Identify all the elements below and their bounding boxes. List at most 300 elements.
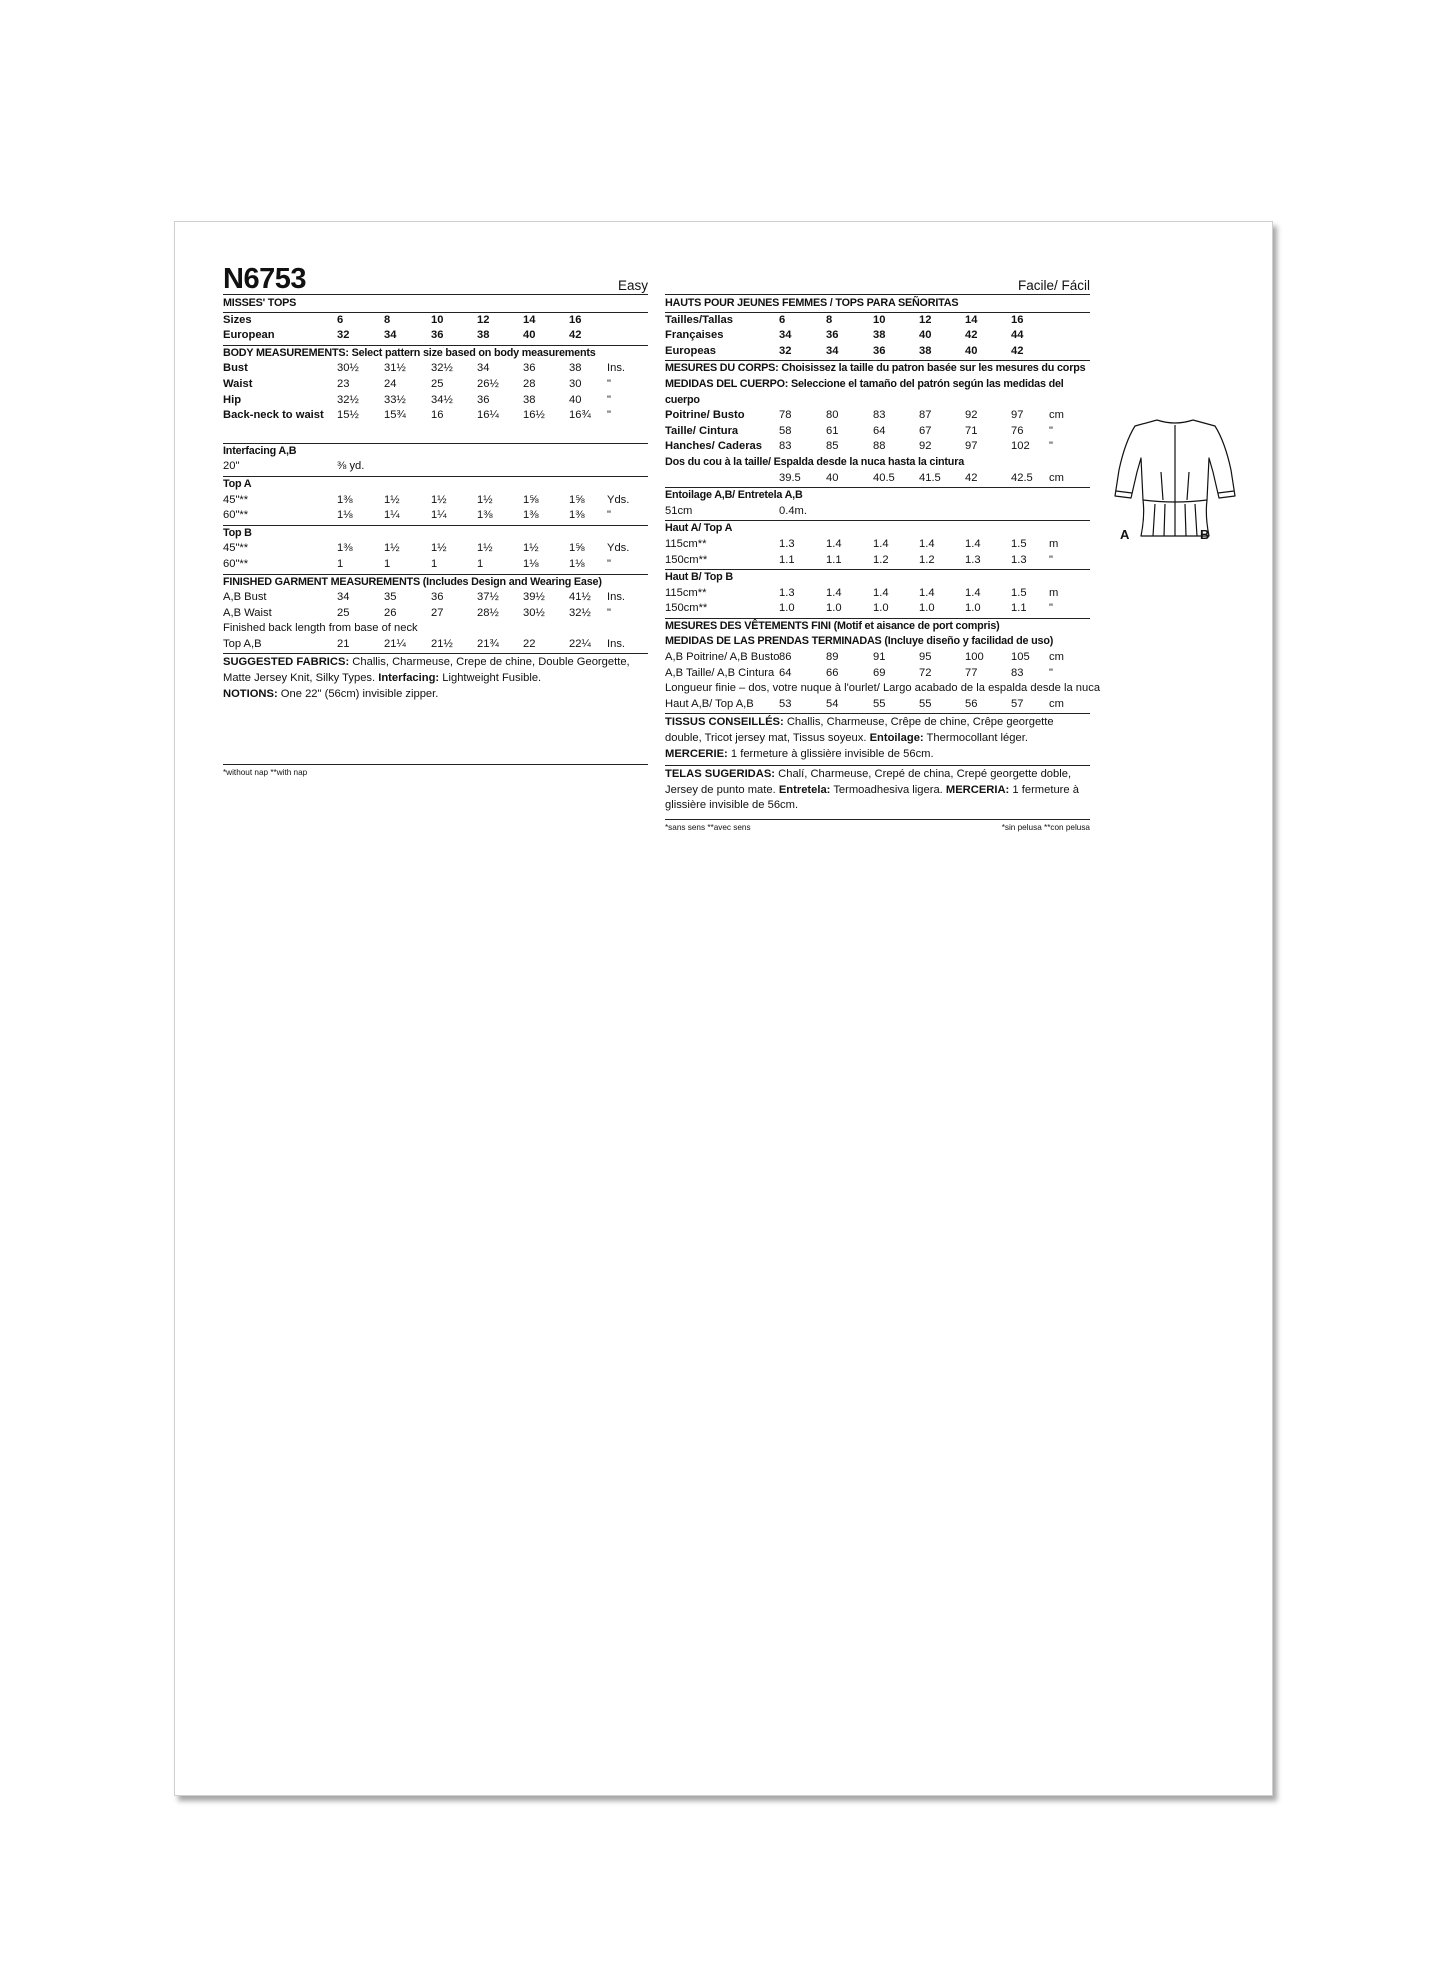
table-row (665, 408, 1090, 424)
table-cell: 100 (965, 651, 984, 664)
table-row (223, 557, 648, 573)
table-cell: 87 (919, 409, 932, 422)
table-row (665, 666, 1090, 682)
row-label: 45"** (223, 493, 249, 506)
row-label: Hanches/ Caderas (665, 440, 763, 453)
table-cell: 97 (965, 440, 978, 453)
row-label: European (223, 329, 275, 342)
interfacing-text: Lightweight Fusible. (439, 672, 542, 685)
table-cell: 21¾ (477, 637, 499, 650)
table-cell: 1 (477, 557, 484, 570)
table-cell: 77 (965, 666, 978, 679)
top-b-table-fr-es (665, 586, 1090, 617)
unit-cell: " (1049, 440, 1053, 453)
row-label: Sizes (223, 313, 252, 326)
table-cell: 1.5 (1011, 537, 1027, 550)
unit-cell: cm (1049, 651, 1064, 664)
table-cell: 83 (779, 440, 792, 453)
table-cell: 1⅛ (569, 557, 585, 570)
table-cell: 57 (1011, 697, 1024, 710)
table-cell: 1⅜ (523, 509, 539, 522)
interfacing-title: Interfacing A,B (223, 444, 297, 457)
table-cell: 27 (431, 606, 444, 619)
table-cell: 1⅝ (523, 493, 539, 506)
table-cell: 22 (523, 637, 536, 650)
table-cell: 1.2 (873, 553, 889, 566)
unit-cell: m (1049, 586, 1059, 599)
table-cell: 40 (919, 329, 932, 342)
body-title-es: MEDIDAS DEL CUERPO: Seleccione el tamaño del patrón según las medidas del cuerpo (665, 377, 1064, 406)
table-cell: 32½ (431, 362, 453, 375)
tissus-conseilles (665, 714, 1090, 766)
table-cell: 64 (873, 424, 886, 437)
table-cell: 1.4 (826, 537, 842, 550)
table-cell: 26 (384, 606, 397, 619)
table-row (665, 553, 1090, 569)
pattern-title: MISSES' TOPS (223, 295, 648, 313)
table-cell: 92 (965, 409, 978, 422)
interfacing-row (223, 459, 648, 475)
table-cell: 71 (965, 424, 978, 437)
unit-cell: " (607, 509, 611, 522)
table-cell: 16½ (523, 409, 545, 422)
table-cell: 33½ (384, 393, 406, 406)
suggested-fabrics (223, 655, 648, 686)
table-cell: 30½ (523, 606, 545, 619)
table-row (223, 361, 648, 377)
notions (223, 687, 648, 703)
finished-measurements (223, 575, 648, 655)
table-cell: 1.5 (1011, 586, 1027, 599)
footnote-fr: *sans sens **avec sens (665, 823, 751, 832)
unit-cell: " (1049, 602, 1053, 615)
fabrics-notions (223, 654, 648, 702)
table-cell: 15½ (337, 409, 359, 422)
row-label: Taille/ Cintura (665, 424, 739, 437)
top-b-title: Top B (223, 526, 252, 539)
table-cell: 69 (873, 666, 886, 679)
table-cell: 36 (431, 591, 444, 604)
table-cell: 1.4 (965, 537, 981, 550)
table-row (665, 697, 1090, 713)
table-cell: 26½ (477, 377, 499, 390)
table-cell: 1.1 (826, 553, 842, 566)
row-label: 45"** (223, 542, 249, 555)
table-cell: 85 (826, 440, 839, 453)
table-cell: 105 (1011, 651, 1030, 664)
table-cell: 1½ (431, 493, 447, 506)
view-a-label: A (1120, 527, 1130, 542)
header-line-fr-es (665, 264, 1090, 295)
table-row (223, 393, 648, 409)
back-length-table-fr-es (665, 697, 1090, 713)
back-neck-title: Dos du cou à la taille/ Espalda desde la nuca hasta la cintura (665, 455, 965, 468)
mercerie-label: MERCERIE: (665, 747, 728, 760)
table-cell: 1.4 (965, 586, 981, 599)
table-row (223, 377, 648, 393)
table-cell: 21 (337, 637, 350, 650)
telas-sugeridas (665, 766, 1090, 817)
table-cell: 1.0 (779, 602, 795, 615)
table-cell: 37½ (477, 591, 499, 604)
table-cell: 36 (873, 344, 886, 357)
row-label: A,B Waist (223, 606, 272, 619)
table-cell: 1.4 (919, 586, 935, 599)
table-cell: 34 (826, 344, 839, 357)
row-label: A,B Bust (223, 591, 267, 604)
view-b-label: B (1200, 527, 1210, 542)
table-cell: 36 (431, 329, 444, 342)
unit-cell: " (607, 377, 611, 390)
back-neck-table (665, 471, 1090, 487)
table-row (223, 606, 648, 622)
english-column (223, 264, 648, 779)
entretela-text: Termoadhesiva ligera. (830, 783, 946, 796)
table-cell: 67 (919, 424, 932, 437)
table-cell: 35 (384, 591, 397, 604)
row-label: 150cm** (665, 553, 708, 566)
interfacing-row-fr-es (665, 504, 1090, 520)
table-cell: 38 (523, 393, 536, 406)
table-cell: 21½ (431, 637, 453, 650)
body-measurements-title: BODY MEASUREMENTS: Select pattern size based on body measurements (223, 346, 596, 359)
unit-cell: " (607, 409, 611, 422)
row-label: 115cm** (665, 586, 707, 599)
unit-cell: " (607, 606, 611, 619)
unit-cell: Yds. (607, 542, 630, 555)
table-cell: 1.1 (779, 553, 795, 566)
table-cell: 1 (431, 557, 438, 570)
table-cell: 53 (779, 697, 792, 710)
table-cell: 92 (919, 440, 932, 453)
back-length-title: Finished back length from base of neck (223, 622, 418, 635)
table-cell: 34 (337, 591, 350, 604)
unit-cell: " (607, 393, 611, 406)
table-cell: 15¾ (384, 409, 406, 422)
table-cell: 1⅜ (337, 542, 353, 555)
table-cell: 42 (569, 329, 582, 342)
row-label: Tailles/Tallas (665, 313, 733, 326)
table-cell: 54 (826, 697, 839, 710)
back-length-table (223, 637, 648, 653)
row-label: 150cm** (665, 602, 708, 615)
table-cell: 38 (919, 344, 932, 357)
row-label: Waist (223, 377, 253, 390)
table-cell: 38 (873, 329, 886, 342)
table-cell: 1¼ (431, 509, 447, 522)
body-measurements (223, 346, 648, 444)
row-label: A,B Poitrine/ A,B Busto (665, 651, 780, 664)
table-cell: 83 (1011, 666, 1024, 679)
body-title-fr: MESURES DU CORPS: Choisissez la taille du patron basée sur les mesures du corps (665, 362, 1086, 375)
table-cell: 1.2 (919, 553, 935, 566)
table-cell: 102 (1011, 440, 1030, 453)
table-cell: 1⅛ (523, 557, 539, 570)
table-cell: 30½ (337, 362, 359, 375)
pattern-title-fr-es: HAUTS POUR JEUNES FEMMES / TOPS PARA SEÑORITAS (665, 295, 1090, 313)
table-cell: 36 (826, 329, 839, 342)
table-cell: 83 (873, 409, 886, 422)
unit-cell: " (607, 557, 611, 570)
table-cell: 21¼ (384, 637, 406, 650)
table-row (665, 344, 1090, 360)
interfacing-amount: ⅜ yd. (337, 460, 365, 473)
fabrics-label: SUGGESTED FABRICS: (223, 656, 350, 669)
unit-cell: cm (1049, 409, 1064, 422)
table-row (223, 541, 648, 557)
unit-cell: Ins. (607, 637, 626, 650)
table-cell: 31½ (384, 362, 406, 375)
table-cell: 8 (384, 313, 391, 326)
top-a-title: Top A (223, 477, 252, 490)
table-cell: 36 (523, 362, 536, 375)
garment-back-view-drawing (1105, 412, 1245, 542)
row-label: A,B Taille/ A,B Cintura (665, 666, 775, 679)
table-cell: 10 (431, 313, 444, 326)
table-row (665, 313, 1090, 329)
table-cell: 1 (337, 557, 344, 570)
table-cell: 66 (826, 666, 839, 679)
row-label: Bust (223, 362, 248, 375)
table-cell: 1.3 (965, 553, 981, 566)
telas-label: TELAS SUGERIDAS: (665, 768, 776, 781)
unit-cell: " (1049, 666, 1053, 679)
body-measurements-fr-es (665, 361, 1090, 488)
table-cell: 1⅜ (337, 493, 353, 506)
table-row (223, 637, 648, 653)
interfacing-title-fr-es: Entoilage A,B/ Entretela A,B (665, 489, 803, 502)
row-label: 60"** (223, 509, 249, 522)
table-cell: 78 (779, 409, 792, 422)
fabrics-text: Challis, Charmeuse, Crepe de chine, Double Georgette, Matte Jersey Knit, Silky Types. (223, 656, 630, 685)
finished-table (223, 590, 648, 621)
table-row (665, 650, 1090, 666)
table-cell: 30 (569, 377, 582, 390)
table-cell: 1.0 (873, 602, 889, 615)
finished-title-fr: MESURES DES VÊTEMENTS FINI (Motif et aisance de port compris) (665, 619, 1000, 632)
table-cell: 42 (965, 329, 978, 342)
table-cell: 39½ (523, 591, 545, 604)
table-cell: 1⅛ (337, 509, 353, 522)
row-label: Top A,B (223, 637, 262, 650)
table-cell: 55 (919, 697, 932, 710)
table-cell: 40.5 (873, 471, 895, 484)
top-b-table (223, 541, 648, 572)
table-cell: 89 (826, 651, 839, 664)
mercerie-text: 1 fermeture à glissière invisible de 56cm. (727, 747, 934, 760)
table-row (223, 328, 648, 344)
merceria-label: MERCERIA: (945, 783, 1010, 796)
notions-text: One 22" (56cm) invisible zipper. (277, 687, 439, 700)
table-cell: 34 (384, 329, 397, 342)
table-cell: 1½ (384, 542, 400, 555)
table-cell: 64 (779, 666, 792, 679)
tissus-label: TISSUS CONSEILLÉS: (665, 716, 784, 729)
table-cell: 1⅝ (569, 542, 585, 555)
top-b-title-fr-es: Haut B/ Top B (665, 571, 733, 584)
table-cell: 1½ (523, 542, 539, 555)
table-cell: 6 (337, 313, 344, 326)
unit-cell: Yds. (607, 493, 630, 506)
table-cell: 86 (779, 651, 792, 664)
table-row (223, 408, 648, 424)
size-table-fr-es (665, 313, 1090, 362)
row-label: Europeas (665, 344, 716, 357)
table-cell: 97 (1011, 409, 1024, 422)
unit-cell: cm (1049, 471, 1064, 484)
table-cell: 40 (523, 329, 536, 342)
table-cell: 38 (569, 362, 582, 375)
table-cell: 1⅜ (569, 509, 585, 522)
table-cell: 1½ (477, 493, 493, 506)
top-b-yardage-fr-es (665, 570, 1090, 619)
table-cell: 61 (826, 424, 839, 437)
french-spanish-column (665, 264, 1101, 834)
table-cell: 42.5 (1011, 471, 1033, 484)
table-cell: 32½ (337, 393, 359, 406)
entretela-label: Entretela: (778, 783, 831, 796)
entoilage-text: Thermocollant léger. (923, 732, 1028, 745)
table-cell: 14 (965, 313, 978, 326)
table-cell: 24 (384, 377, 397, 390)
unit-cell: " (1049, 424, 1053, 437)
table-cell: 42 (965, 471, 978, 484)
table-cell: 25 (431, 377, 444, 390)
table-cell: 1.3 (779, 537, 795, 550)
size-table (223, 313, 648, 346)
table-cell: 58 (779, 424, 792, 437)
difficulty-level-fr-es: Facile/ Fácil (1017, 278, 1090, 293)
table-cell: 1½ (431, 542, 447, 555)
top-a-title-fr-es: Haut A/ Top A (665, 522, 733, 535)
table-cell: 36 (477, 393, 490, 406)
back-length-title-fr-es: Longueur finie – dos, votre nuque à l'ourlet/ Largo acabado de la espalda desde la nuca (665, 682, 1101, 695)
table-cell: 1.3 (1011, 553, 1027, 566)
table-cell: 28 (523, 377, 536, 390)
table-cell: 8 (826, 313, 833, 326)
unit-cell: " (1049, 553, 1053, 566)
row-label: Hip (223, 393, 242, 406)
interfacing-width: 20" (223, 460, 240, 473)
table-cell: 32 (779, 344, 792, 357)
notions-label: NOTIONS: (223, 687, 278, 700)
table-cell: 14 (523, 313, 536, 326)
table-cell: 34½ (431, 393, 453, 406)
table-cell: 40 (965, 344, 978, 357)
table-row (665, 424, 1090, 440)
difficulty-level: Easy (617, 278, 648, 293)
header-line (223, 264, 648, 295)
table-cell: 12 (919, 313, 932, 326)
top-a-yardage (223, 477, 648, 526)
table-cell: 72 (919, 666, 932, 679)
table-cell: 1 (384, 557, 391, 570)
finished-title: FINISHED GARMENT MEASUREMENTS (Includes Design and Wearing Ease) (223, 575, 602, 588)
table-cell: 1.1 (1011, 602, 1027, 615)
table-cell: 16¼ (477, 409, 499, 422)
table-row (223, 493, 648, 509)
table-cell: 1.0 (965, 602, 981, 615)
table-cell: 16 (431, 409, 444, 422)
table-cell: 88 (873, 440, 886, 453)
footnote (223, 764, 648, 779)
table-cell: 41.5 (919, 471, 941, 484)
table-cell: 28½ (477, 606, 499, 619)
nap-footnote: *without nap **with nap (223, 768, 308, 778)
table-cell: 44 (1011, 329, 1024, 342)
table-cell: 1.0 (919, 602, 935, 615)
table-cell: 32 (337, 329, 350, 342)
table-cell: 76 (1011, 424, 1024, 437)
table-cell: 16 (569, 313, 582, 326)
table-cell: 32½ (569, 606, 591, 619)
table-cell: 1½ (477, 542, 493, 555)
table-cell: 1.4 (873, 586, 889, 599)
top-a-yardage-fr-es (665, 521, 1090, 570)
table-cell: 1.0 (826, 602, 842, 615)
finished-table-fr-es (665, 650, 1090, 681)
tissus-text: Challis, Charmeuse, Crêpe de chine, Crêpe georgette double, Tricot jersey mat, Tissus soyeux. (665, 716, 1054, 745)
row-label: Françaises (665, 329, 724, 342)
row-label: Haut A,B/ Top A,B (665, 697, 754, 710)
table-cell: 34 (477, 362, 490, 375)
table-cell: 1.4 (826, 586, 842, 599)
table-cell: 39.5 (779, 471, 801, 484)
top-a-table (223, 493, 648, 524)
table-cell: 23 (337, 377, 350, 390)
footnote-fr-es (665, 819, 1090, 834)
top-a-table-fr-es (665, 537, 1090, 568)
table-cell: 1¼ (384, 509, 400, 522)
table-cell: 80 (826, 409, 839, 422)
table-cell: 40 (569, 393, 582, 406)
unit-cell: Ins. (607, 591, 626, 604)
unit-cell: m (1049, 537, 1059, 550)
table-cell: 41½ (569, 591, 591, 604)
table-row (665, 586, 1090, 602)
table-cell: 1½ (384, 493, 400, 506)
table-cell: 42 (1011, 344, 1024, 357)
table-cell: 1.3 (779, 586, 795, 599)
table-cell: 1⅜ (477, 509, 493, 522)
table-row (665, 328, 1090, 344)
interfacing-width-fr-es: 51cm (665, 504, 693, 517)
unit-cell: Ins. (607, 362, 626, 375)
unit-cell: cm (1049, 697, 1064, 710)
table-cell: 25 (337, 606, 350, 619)
table-cell: 56 (965, 697, 978, 710)
interfacing-section (223, 444, 648, 477)
body-table-fr-es (665, 408, 1090, 455)
interfacing-section-fr-es (665, 488, 1090, 521)
top-b-yardage (223, 526, 648, 575)
table-cell: 38 (477, 329, 490, 342)
table-cell: 55 (873, 697, 886, 710)
table-cell: 16¾ (569, 409, 591, 422)
table-row (223, 590, 648, 606)
table-cell: 95 (919, 651, 932, 664)
footnote-es: *sin pelusa **con pelusa (1001, 823, 1090, 832)
table-row (665, 601, 1090, 617)
table-row (665, 439, 1090, 455)
merceria-text: 1 fermeture à glissière invisible de 56cm. (665, 783, 1079, 812)
telas-text: Chalí, Charmeuse, Crepé de china, Crepé georgette doble, Jersey de punto mate. (665, 768, 1072, 796)
table-cell: 1⅝ (569, 493, 585, 506)
table-cell: 34 (779, 329, 792, 342)
row-label: 60"** (223, 557, 249, 570)
row-label: 115cm** (665, 537, 707, 550)
interfacing-amount-fr-es: 0.4m. (779, 504, 807, 517)
